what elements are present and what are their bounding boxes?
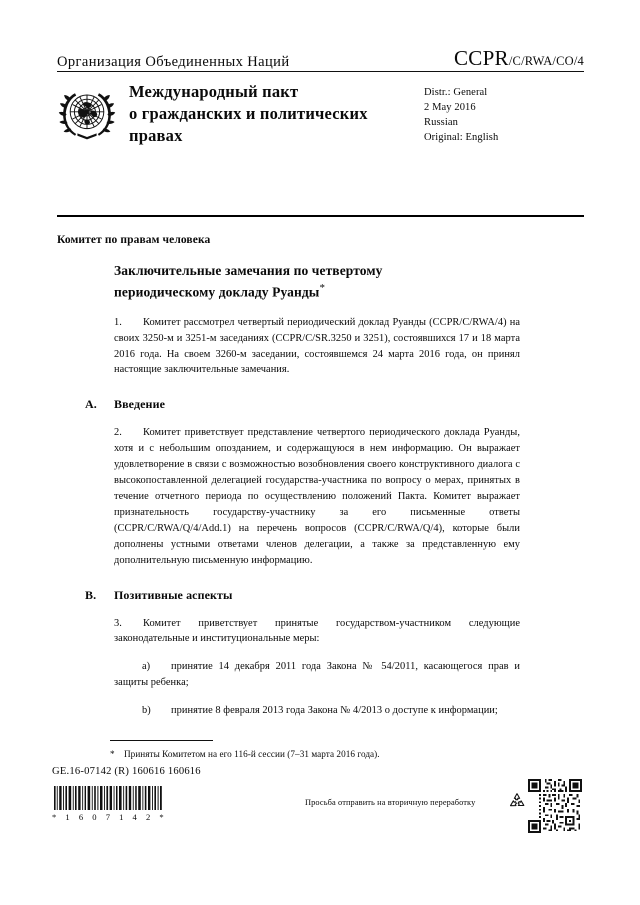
document-language: Russian (424, 116, 458, 128)
barcode-digit: 0 (92, 812, 97, 822)
section-b-title: Позитивные аспекты (114, 587, 233, 602)
masthead-bottom-rule (57, 215, 584, 217)
barcode-digit: 4 (132, 812, 138, 822)
section-heading-b (85, 588, 520, 603)
masthead-top-rule (57, 71, 584, 72)
barcode-digit: 1 (119, 812, 124, 822)
recycle-note: Просьба отправить на вторичную переработку (305, 798, 476, 807)
covenant-title-line-2: о гражданских и политических (129, 103, 368, 123)
barcode-digits (52, 812, 164, 822)
footnote-marker: * (110, 749, 115, 759)
barcode-digit: 2 (145, 812, 151, 822)
paragraph-1-text: Комитет рассмотрел четвертый периодический доклад Руанды (CCPR/C/RWA/4) на своих 3250-м и 3251-м заседаниях (CCPR/C/SR.3250 и 3251), состоявшихся 17 и 18 марта 2016 года. На своем 3260-м заседании, состоявшемся 24 марта 2016 года, он принял настоящие заключительные замечания. (114, 316, 520, 376)
title-footnote-marker: * (319, 281, 326, 294)
subitem-b (114, 703, 520, 719)
barcode-digit: 6 (78, 812, 84, 822)
section-b-letter: B. (85, 587, 97, 602)
page-title-line-2-text: периодическому докладу Руанды (114, 284, 320, 300)
original-language: Original: English (424, 131, 499, 143)
page-title-line-1: Заключительные замечания по четвертому (114, 263, 383, 278)
un-emblem-icon (57, 83, 117, 143)
covenant-title-line-1: Международный пакт (129, 82, 299, 101)
document-symbol-main: CCPR (453, 46, 509, 70)
barcode-digit: 7 (105, 812, 111, 822)
document-date: 2 May 2016 (424, 101, 476, 113)
paragraph-3 (114, 616, 520, 648)
document-symbol (454, 48, 584, 69)
section-a-title: Введение (114, 397, 166, 412)
paragraph-2 (114, 425, 520, 568)
committee-name: Комитет по правам человека (57, 234, 211, 246)
covenant-title-line-3: правах (129, 125, 183, 145)
recycle-icon (507, 791, 527, 811)
barcode (54, 786, 162, 815)
subitem-a (114, 659, 520, 691)
masthead-top-row (57, 48, 584, 71)
covenant-title (117, 81, 424, 147)
paragraph-3-number: 3. (114, 617, 122, 629)
barcode-digit: * (52, 812, 57, 822)
footnote-text: Приняты Комитетом на его 116-й сессии (7–31 марта 2016 года). (124, 749, 380, 759)
subitem-b-letter: b) (142, 705, 151, 717)
job-number: GE.16-07142 (R) 160616 160616 (52, 766, 201, 777)
page-title (114, 262, 520, 302)
masthead-body-row (57, 81, 584, 147)
distribution-type: Distr.: General (424, 87, 488, 98)
masthead (57, 48, 584, 147)
paragraph-3-text: Комитет приветствует принятые государством-участником следующие законодательные и институциональные меры: (114, 617, 520, 645)
paragraph-1-number: 1. (114, 316, 122, 328)
subitem-a-letter: a) (142, 661, 151, 673)
qr-code (528, 779, 582, 833)
paragraph-1 (114, 315, 520, 379)
distribution-block (424, 81, 584, 146)
subitem-a-text: принятие 14 декабря 2011 года Закона № 54/2011, касающегося прав и защиты ребенка; (114, 661, 520, 689)
section-heading-a (85, 397, 520, 412)
paragraph-2-text: Комитет приветствует представление четвертого периодического доклада Руанды, хотя и с небольшим опозданием, и содержащуюся в нем информацию. Он выражает удовлетворение в связи с возможностью возобновления своего конструктивного диалога с высокопоставленной делегацией государства-участника по вопросу о мерах, принятых в течение отчетного периода по осуществлению положений Пакта. Комитет выражает признательность государству-участнику за его письменные ответы (CCPR/C/RWA/Q/4/Add.1) на перечень вопросов (CCPR/C/RWA/Q/4), которые были дополнены устными ответами членов делегации, а также за представленную ему дополнительную письменную информацию. (114, 427, 520, 566)
paragraph-2-number: 2. (114, 427, 122, 439)
section-a-letter: A. (85, 397, 97, 412)
document-symbol-suffix: /C/RWA/CO/4 (508, 54, 584, 68)
page-title-line-2 (114, 281, 520, 302)
document-content (57, 262, 520, 719)
barcode-digit: 1 (65, 812, 71, 822)
footnote-separator (110, 740, 213, 741)
organization-name: Организация Объединенных Наций (57, 53, 290, 70)
subitem-b-text: принятие 8 февраля 2013 года Закона № 4/2013 о доступе к информации; (171, 705, 498, 717)
barcode-digit: * (159, 812, 164, 822)
footnote (110, 748, 530, 761)
